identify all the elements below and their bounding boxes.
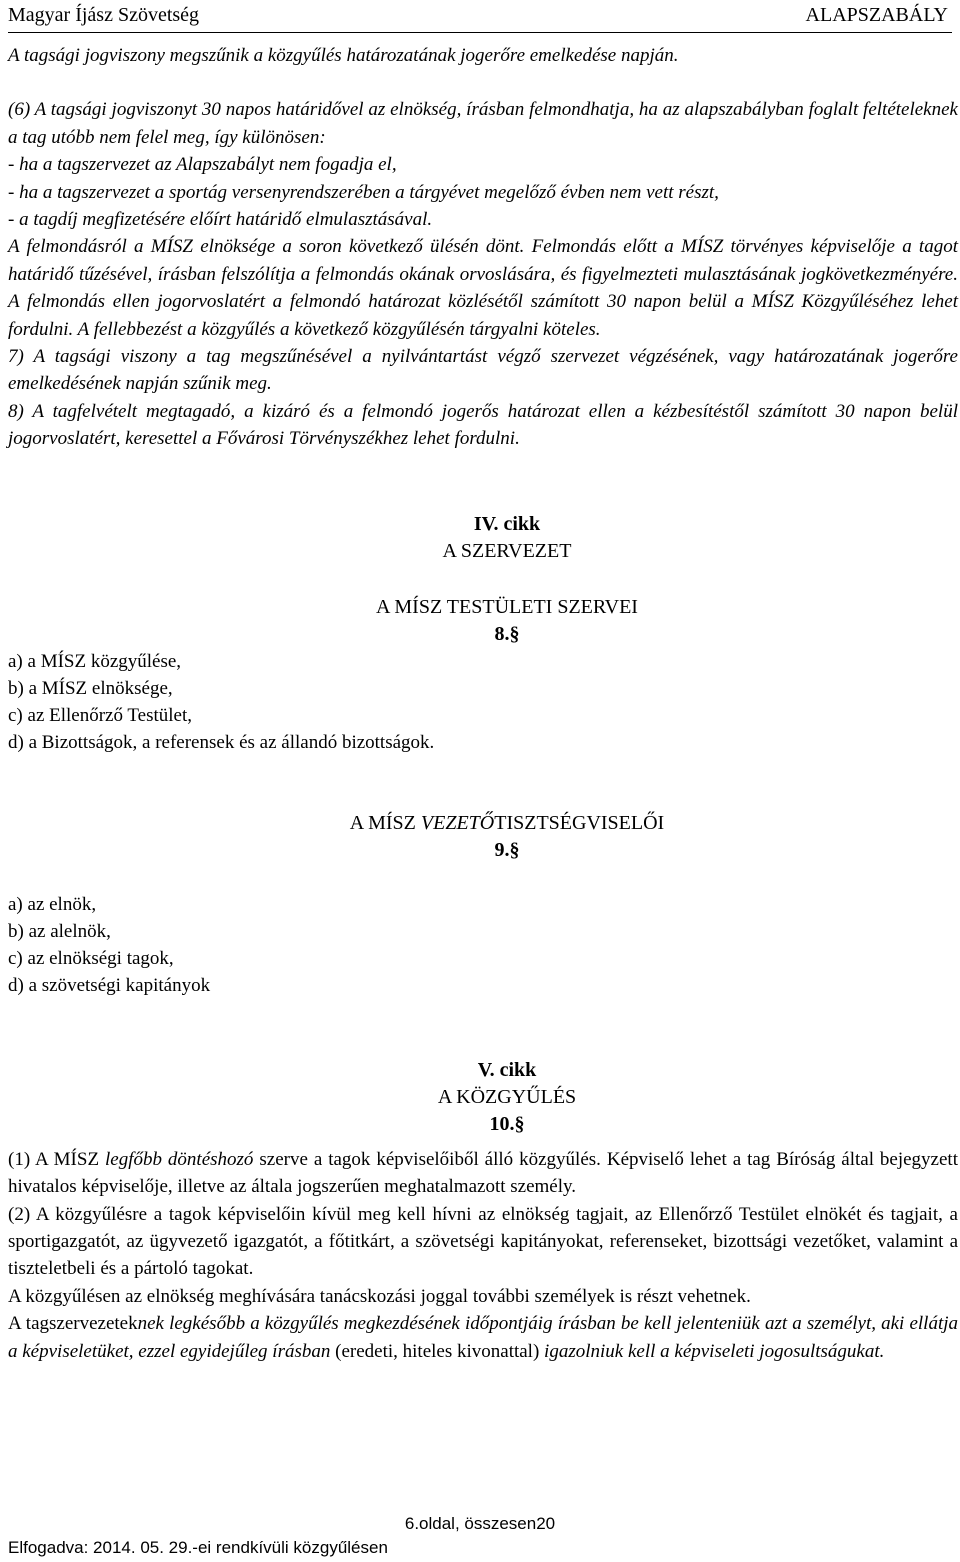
spacer (8, 453, 958, 511)
spacer (8, 756, 958, 810)
p4-part-b: nek legkésőbb a közgyűlés megkezdésének időpontjáig írásban be kell jelenteniük azt a személyt, aki ellátja a képviseletüket, ezzel egyidejűleg írásban (8, 1313, 958, 1362)
paragraph-number-10: 10. (489, 1112, 515, 1135)
leaders-title-italic: VEZETŐ (420, 811, 495, 834)
leaders-list (8, 891, 958, 999)
section-5-title: A KÖZGYŰLÉS (437, 1085, 577, 1108)
list-item (8, 945, 958, 972)
paragraph-number-9: 9. (494, 838, 510, 861)
section-4-title: A SZERVEZET (442, 539, 572, 562)
list-item: a) a MÍSZ közgyűlése, (8, 650, 182, 672)
document-body (8, 42, 958, 1365)
adoption-note: Elfogadva: 2014. 05. 29.-ei rendkívüli közgyűlésen (8, 1538, 388, 1557)
leaders-title-prefix: A MÍSZ (349, 811, 421, 834)
list-item: c) az Ellenőrző Testület, (8, 704, 193, 726)
list-item: d) a Bizottságok, a referensek és az állandó bizottságok. (8, 731, 435, 753)
list-item: b) az alelnök, (8, 920, 111, 942)
header-rule (8, 32, 952, 33)
paragraph-symbol-icon: § (509, 622, 520, 645)
section-5-cikk: V. cikk (477, 1058, 537, 1081)
paragraph-6-item-c: - a tagdíj megfizetésére előírt határidő elmulasztásával. (8, 209, 433, 231)
leaders-title (8, 810, 958, 837)
p1-part-a: (1) A MÍSZ (8, 1148, 105, 1170)
section-4-paragraph-number (8, 621, 958, 648)
page-number: 6.oldal, összesen20 (404, 1514, 556, 1533)
paragraph-6-intro: (6) A tagsági jogviszonyt 30 napos határidővel az elnökség, írásban felmondhatja, ha az alapszabályban foglalt feltételeknek a tag utóbb nem felel meg, így különösen: (8, 99, 958, 148)
leaders-title-suffix: TISZTSÉGVISELŐI (494, 811, 665, 834)
paragraph-6-item-b: - ha a tagszervezet a sportág versenyrendszerében a tárgyévet megelőző évben nem vett részt, (8, 181, 719, 203)
spacer (8, 864, 958, 891)
page-footer (8, 1512, 952, 1560)
membership-end-line: A tagsági jogviszony megszűnik a közgyűlés határozatának jogerőre emelkedése napján. (8, 45, 679, 66)
section-4-subtitle: A MÍSZ TESTÜLETI SZERVEI (376, 595, 638, 618)
spacer (8, 999, 958, 1057)
paragraph-6-item-a: - ha a tagszervezet az Alapszabályt nem fogadja el, (8, 154, 397, 176)
header-document-title: ALAPSZABÁLY (805, 4, 948, 26)
paragraph-symbol-icon: § (514, 1112, 525, 1135)
spacer (8, 69, 958, 96)
list-item: b) a MÍSZ elnöksége, (8, 677, 173, 699)
paragraph-symbol-icon: § (509, 838, 520, 861)
section-5-paragraph-1 (8, 1146, 958, 1201)
p1-part-c: szerve a tagok képviselőiből álló közgyűlés. Képviselő lehet a tag Bíróság által bejegyzett hivatalos képviselője, illetve az általa jogszerűen meghatalmazott személy. (8, 1148, 958, 1198)
page-header (8, 4, 948, 32)
p4-part-c: (eredeti, hiteles kivonattal) (330, 1340, 545, 1362)
paragraph-7: 7) A tagsági viszony a tag megszűnésével a nyilvántartást végző szervezet végzésének, vagy határozatának jogerőre emelkedésének napján szűnik meg. (8, 346, 958, 395)
section-5-paragraph-4 (8, 1310, 958, 1365)
p4-part-d: igazolniuk kell a képviseleti jogosultságukat. (544, 1340, 885, 1362)
section-4-cikk: IV. cikk (473, 512, 541, 535)
section-5-paragraph-2: (2) A közgyűlésre a tagok képviselőin kívül meg kell hívni az elnökség tagjait, az Ellenőrző Testület elnökét és tagjait, a sportigazgatót, az ügyvezető igazgatót, a főtitkárt, a szövetségi kapitányokat, referenseket, bizottsági vezetőket, valamint a tiszteletbeli és a pártoló tagokat. (8, 1203, 958, 1280)
leaders-paragraph-number (8, 837, 958, 864)
bodies-list (8, 648, 958, 756)
list-item-text: c) az elnökségi tagok, (8, 947, 174, 969)
list-item: d) a szövetségi kapitányok (8, 974, 211, 996)
section-5-paragraph-number (8, 1111, 958, 1138)
p4-part-a: A tagszervezetek (8, 1313, 138, 1335)
header-organization: Magyar Íjász Szövetség (8, 4, 200, 26)
p1-part-b: legfőbb döntéshozó (105, 1148, 254, 1170)
paragraph-number-8: 8. (494, 622, 510, 645)
spacer (8, 1138, 958, 1146)
section-5-paragraph-3: A közgyűlésen az elnökség meghívására tanácskozási joggal további személyek is részt vehetnek. (8, 1285, 751, 1307)
paragraph-8: 8) A tagfelvételt megtagadó, a kizáró és a felmondó jogerős határozat ellen a kézbesítéstől számított 30 napon belül jogorvoslatért, keresettel a Fővárosi Törvényszékhez lehet fordulni. (8, 400, 958, 450)
paragraph-6-decision: A felmondásról a MÍSZ elnöksége a soron következő ülésén dönt. Felmondás előtt a MÍSZ törvényes képviselője a tagot határidő tűzésével, írásban felszólítja a felmondás okának orvoslására, és figyelmezteti mulasztásának jogkövetkezményére. A felmondás ellen jogorvoslatért a felmondó határozat közlésétől számított 30 napon belül a MÍSZ Közgyűléséhez lehet fordulni. A fellebbezést a közgyűlés a következő közgyűlésén tárgyalni köteles. (8, 236, 958, 340)
spacer (8, 565, 958, 594)
list-item: a) az elnök, (8, 893, 97, 915)
